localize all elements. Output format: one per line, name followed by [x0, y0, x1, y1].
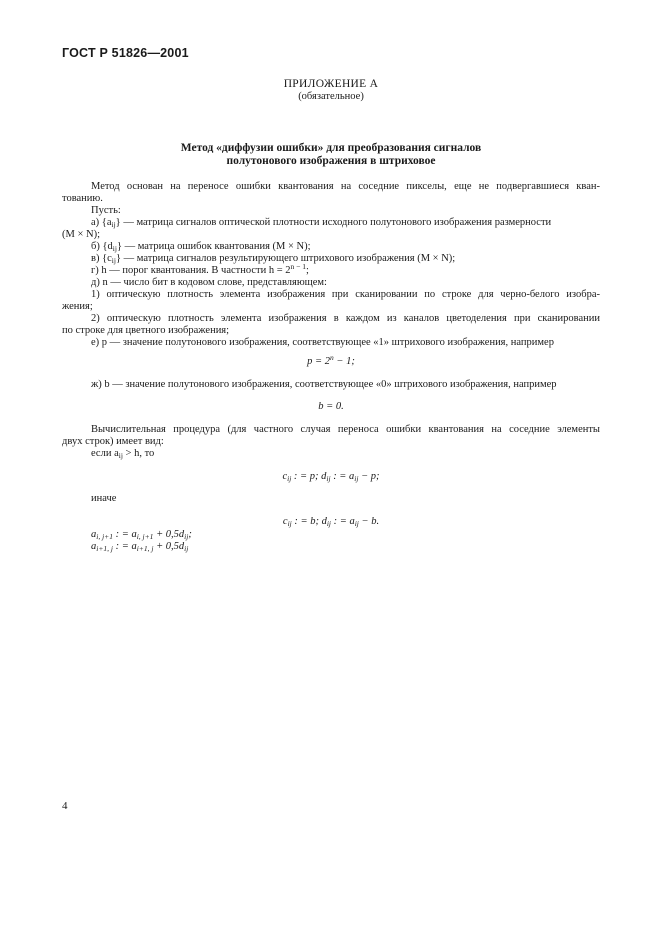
item-a-sub: ij: [111, 220, 116, 229]
eq2-a-sub: ij: [354, 519, 359, 528]
appendix-title: ПРИЛОЖЕНИЕ А: [283, 78, 379, 90]
item-d-rest: ;: [306, 265, 309, 276]
item-e1-line2: жения;: [62, 301, 93, 312]
eq1-end: − p;: [358, 471, 380, 482]
section-title-line2: полутонового изображения в штриховое: [226, 155, 436, 167]
eq2-c: c: [282, 516, 288, 527]
let-line: Пусть:: [91, 205, 121, 216]
equation-p-lhs: p = 2: [307, 356, 330, 367]
item-c: [91, 253, 600, 265]
procedure-line2: двух строк) имеет вид:: [62, 436, 164, 447]
condition-else: иначе: [91, 493, 117, 504]
item-a-line2: (M × N);: [62, 229, 101, 240]
u2-c: + 0,5d: [153, 541, 185, 552]
item-e: д) n — число бит в кодовом слове, представляющем:: [91, 277, 327, 288]
item-f: е) p — значение полутонового изображения, соответствующее «1» штрихового изображения, например: [91, 337, 554, 348]
equation-p-sup: n: [330, 353, 334, 362]
item-d-prefix: г) h — порог квантования. В частности h = 2: [91, 265, 291, 276]
u2-a-sub: i+1, j: [96, 544, 113, 553]
eq1-c-sub: ij: [287, 474, 292, 483]
eq2-d: : = b; d: [291, 516, 327, 527]
section-title-line1: Метод «диффузии ошибки» для преобразования сигналов: [180, 142, 482, 154]
standard-header: ГОСТ Р 51826—2001: [62, 46, 189, 60]
eq2-a: : = a: [331, 516, 355, 527]
eq2-end: − b.: [358, 516, 380, 527]
eq1-d-sub: ij: [326, 474, 331, 483]
eq1-d: : = p; d: [291, 471, 327, 482]
item-b: [91, 241, 600, 253]
item-d-sup: n − 1: [290, 262, 307, 271]
item-c-rest: } — матрица сигналов результирующего штрихового изображения (M × N);: [115, 253, 456, 264]
condition-if-rest: > h, то: [122, 448, 155, 459]
item-e2-line1: 2) оптическую плотность элемента изображения в каждом из каналов цветоделения при сканировании: [91, 313, 600, 324]
u1-b: : = a: [112, 529, 137, 540]
equation-update2: [91, 541, 600, 552]
condition-if: [91, 448, 600, 460]
u2-b: : = a: [112, 541, 137, 552]
u1-a: a: [91, 529, 97, 540]
equation-case1: [62, 471, 600, 482]
eq1-a-sub: ij: [354, 474, 359, 483]
eq1-c: c: [282, 471, 288, 482]
condition-if-prefix: если a: [91, 448, 119, 459]
procedure-line1: Вычислительная процедура (для частного случая переноса ошибки квантования на соседние элементы: [91, 424, 600, 435]
item-e1-line1: 1) оптическую плотность элемента изображения при сканировании по строке для черно-белого изобра-: [91, 289, 600, 300]
item-a-line1: [91, 217, 600, 229]
page-number: 4: [62, 800, 68, 812]
equation-b: b = 0.: [318, 401, 344, 412]
item-d: [91, 262, 600, 277]
appendix-subtitle: (обязательное): [298, 91, 364, 102]
item-a-rest: } — матрица сигналов оптической плотности исходного полутонового изображения размерности: [115, 217, 552, 228]
item-b-rest: } — матрица ошибок квантования (M × N);: [116, 241, 311, 252]
item-b-sub: ij: [112, 244, 117, 253]
equation-case2: [62, 516, 600, 527]
equation-p: [62, 353, 600, 367]
u2-a: a: [91, 541, 97, 552]
item-a-prefix: а) {a: [91, 217, 112, 228]
intro-line1: Метод основан на переносе ошибки квантования на соседние пикселы, еще не подвергавшиеся кван-: [91, 181, 600, 192]
u1-c-sub: ij: [184, 532, 189, 541]
eq1-a: : = a: [330, 471, 355, 482]
eq2-c-sub: ij: [287, 519, 292, 528]
item-b-prefix: б) {d: [91, 241, 113, 252]
item-e2-line2: по строке для цветного изображения;: [62, 325, 230, 336]
item-c-prefix: в) {c: [91, 253, 112, 264]
u2-c-sub: ij: [184, 544, 189, 553]
condition-if-sub: ij: [118, 451, 123, 460]
u1-b-sub: i, j+1: [136, 532, 154, 541]
eq2-d-sub: ij: [326, 519, 331, 528]
equation-update1: [91, 529, 600, 540]
u1-c: + 0,5d: [153, 529, 185, 540]
intro-line2: тованию.: [62, 193, 103, 204]
u1-end: ;: [188, 529, 192, 540]
item-g: ж) b — значение полутонового изображения, соответствующее «0» штрихового изображения, например: [91, 379, 557, 390]
equation-p-rest: − 1;: [333, 356, 355, 367]
u2-b-sub: i+1, j: [136, 544, 154, 553]
item-c-sub: ij: [111, 256, 116, 265]
u1-a-sub: i, j+1: [96, 532, 113, 541]
